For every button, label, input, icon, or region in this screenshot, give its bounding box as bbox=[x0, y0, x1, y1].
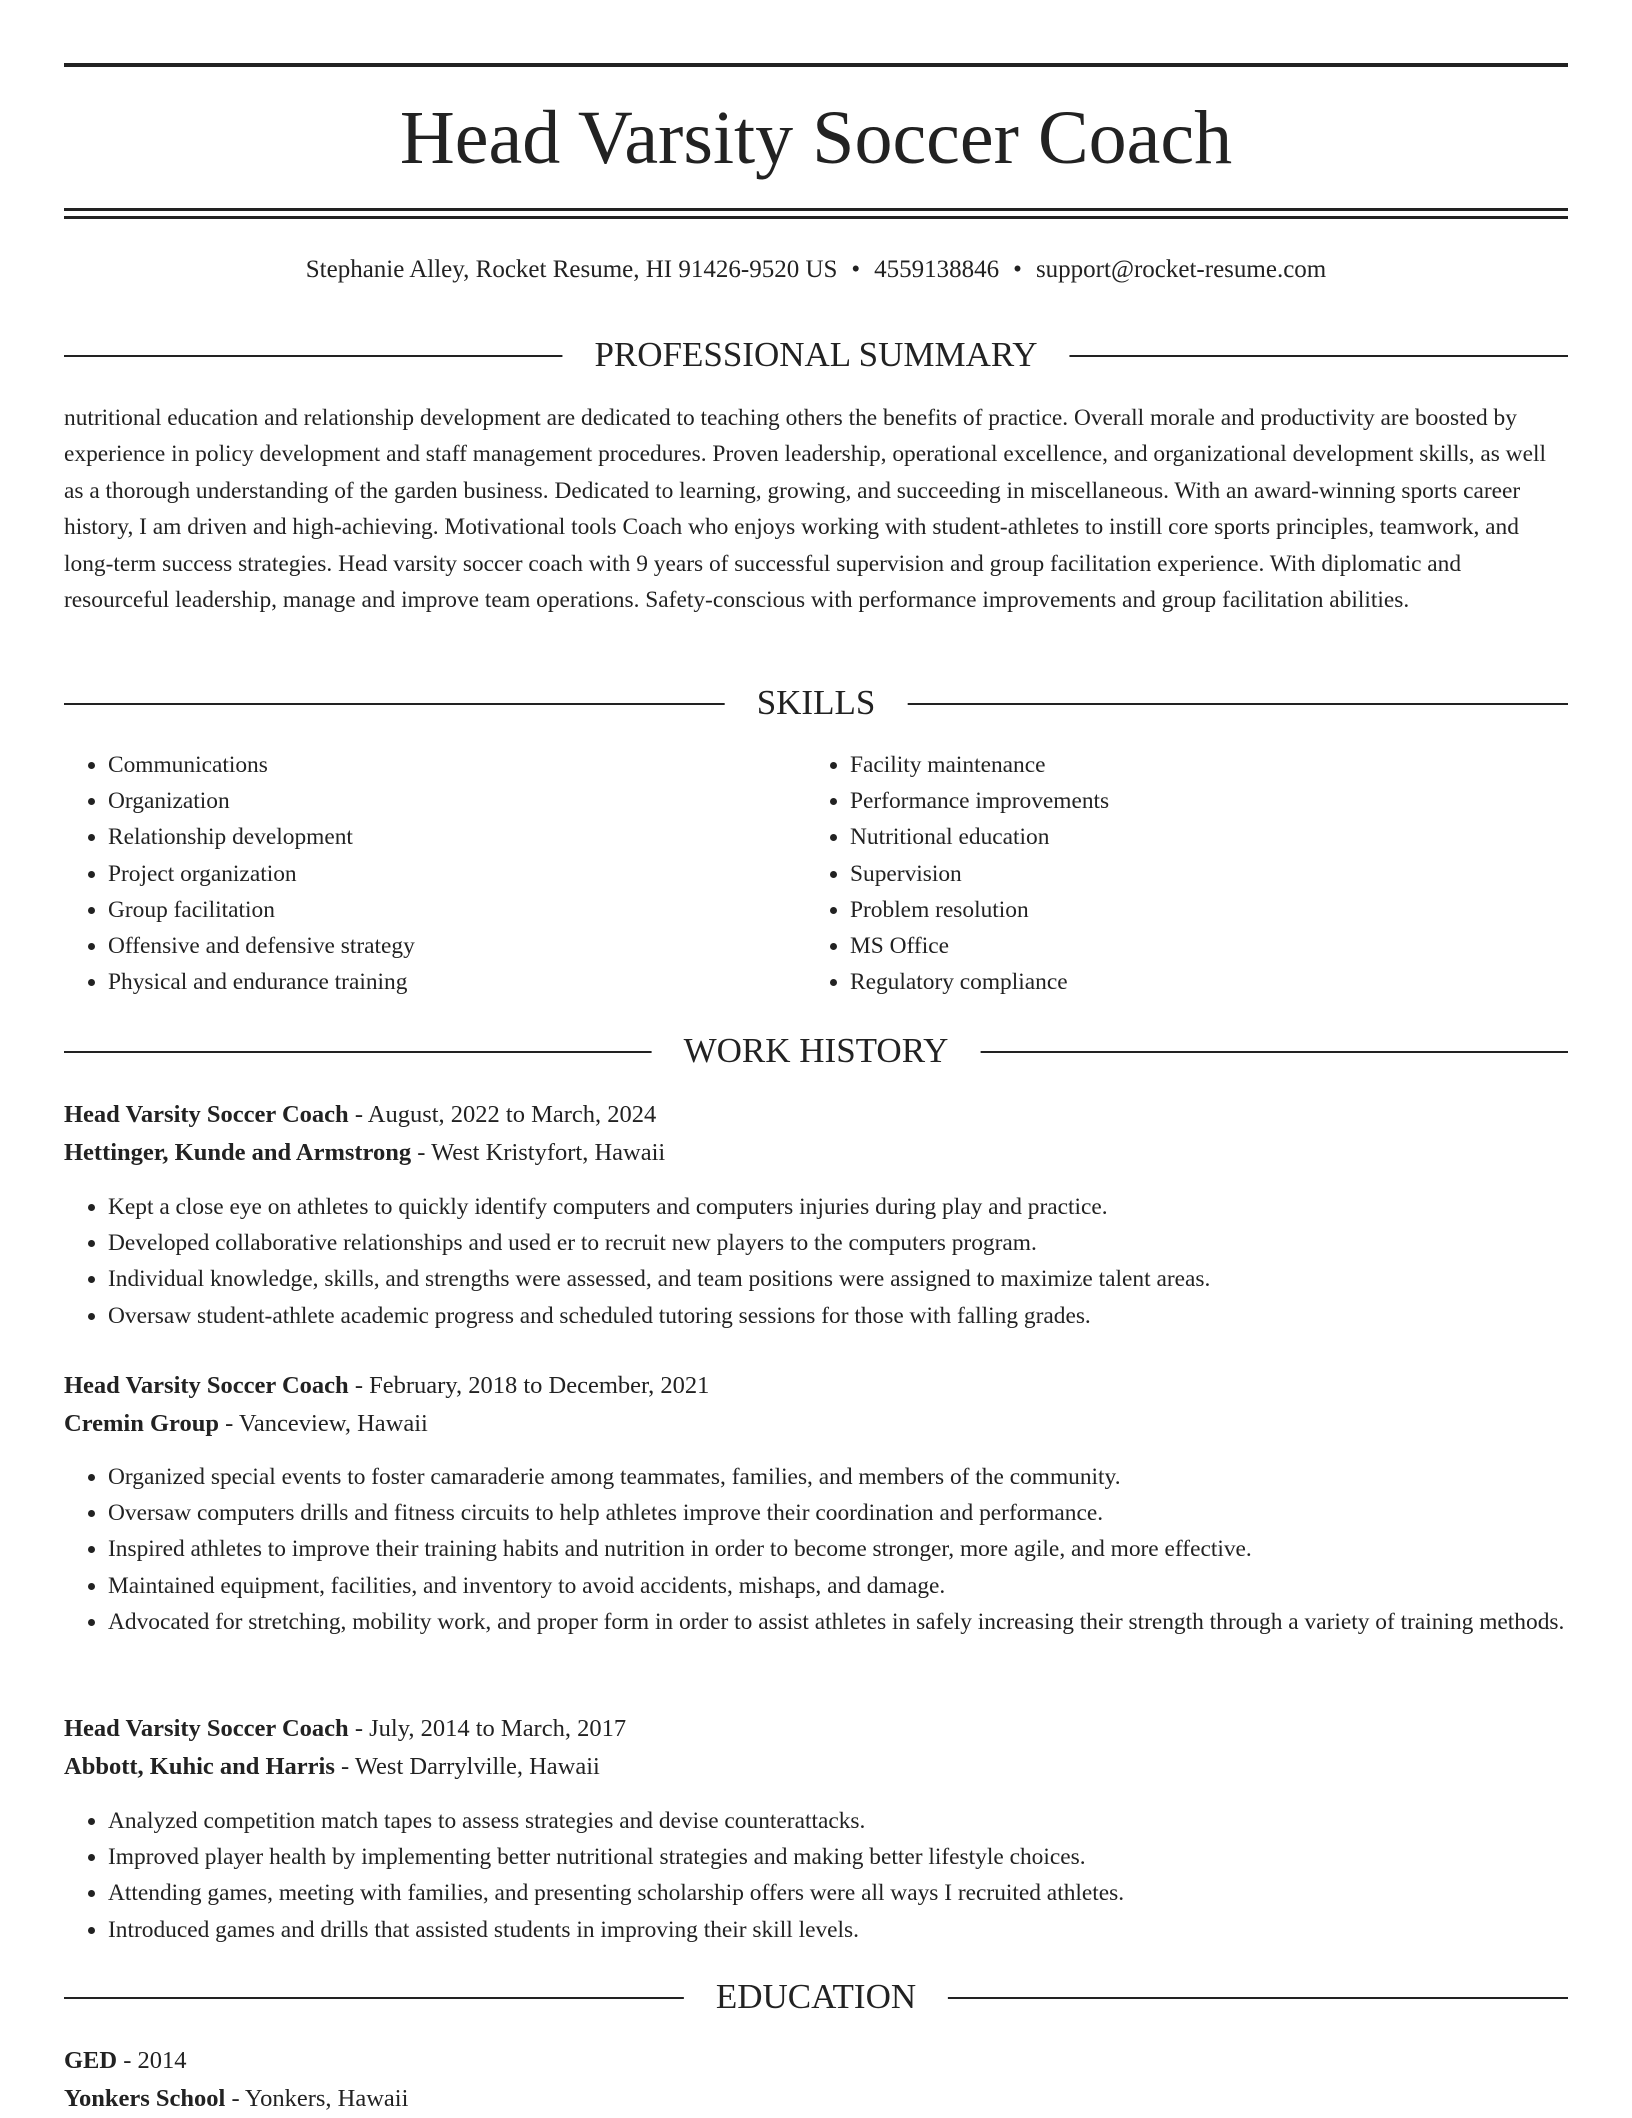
job-company-line bbox=[64, 1748, 1568, 1786]
job-location: - Vanceview, Hawaii bbox=[218, 1410, 428, 1437]
section-title: PROFESSIONAL SUMMARY bbox=[562, 331, 1069, 379]
education-year: - 2014 bbox=[117, 2047, 187, 2074]
job-company: Hettinger, Kunde and Armstrong bbox=[64, 1139, 412, 1166]
skill-item: • Performance improvements bbox=[850, 783, 1550, 819]
job-bullet: • Attending games, meeting with families, and presenting scholarship offers were all ways I recruited athletes. bbox=[108, 1875, 1568, 1911]
job-bullets bbox=[64, 1189, 1568, 1334]
skill-item: • Regulatory compliance bbox=[850, 964, 1550, 1000]
job-company-line bbox=[64, 1405, 1568, 1443]
job-title: Head Varsity Soccer Coach bbox=[64, 1715, 349, 1742]
education-location: - Yonkers, Hawaii bbox=[225, 2085, 409, 2112]
job-bullet: • Oversaw student-athlete academic progress and scheduled tutoring sessions for those with falling grades. bbox=[108, 1298, 1568, 1334]
job-bullet: • Advocated for stretching, mobility work, and proper form in order to assist athletes in safely increasing their strength through a variety of training methods. bbox=[108, 1604, 1568, 1640]
skill-item: • Communications bbox=[108, 747, 808, 783]
skill-item: • Group facilitation bbox=[108, 892, 808, 928]
header-top-rule bbox=[64, 63, 1568, 67]
section-title: EDUCATION bbox=[684, 1973, 948, 2021]
job-bullet: • Improved player health by implementing better nutritional strategies and making better lifestyle choices. bbox=[108, 1839, 1568, 1875]
job-bullet: • Maintained equipment, facilities, and inventory to avoid accidents, mishaps, and damage. bbox=[108, 1568, 1568, 1604]
section-header-skills bbox=[64, 679, 1568, 727]
skill-item: • Nutritional education bbox=[850, 819, 1550, 855]
job-title: Head Varsity Soccer Coach bbox=[64, 1101, 349, 1128]
job-bullet: • Kept a close eye on athletes to quickly identify computers and computers injuries during play and practice. bbox=[108, 1189, 1568, 1225]
job-bullet: • Individual knowledge, skills, and strengths were assessed, and team positions were assigned to maximize talent areas. bbox=[108, 1261, 1568, 1297]
job-dates: - February, 2018 to December, 2021 bbox=[348, 1372, 710, 1399]
section-header-education bbox=[64, 1973, 1568, 2021]
contact-address: Stephanie Alley, Rocket Resume, HI 91426-9520 US bbox=[305, 256, 838, 283]
job-bullet: • Developed collaborative relationships and used er to recruit new players to the computers program. bbox=[108, 1225, 1568, 1261]
contact-phone: 4559138846 bbox=[874, 256, 1000, 283]
job-bullet: • Introduced games and drills that assisted students in improving their skill levels. bbox=[108, 1912, 1568, 1948]
skill-item: • Project organization bbox=[108, 856, 808, 892]
contact-line bbox=[64, 252, 1568, 288]
skill-item: • Supervision bbox=[850, 856, 1550, 892]
header-bottom-rule-second bbox=[64, 216, 1568, 219]
job-title-line bbox=[64, 1367, 1568, 1405]
job-location: - West Kristyfort, Hawaii bbox=[411, 1139, 666, 1166]
contact-email: support@rocket-resume.com bbox=[1035, 256, 1327, 283]
skill-item: • Facility maintenance bbox=[850, 747, 1550, 783]
job-dates: - July, 2014 to March, 2017 bbox=[348, 1715, 627, 1742]
contact-separator: • bbox=[1013, 256, 1022, 283]
education-degree: GED bbox=[64, 2047, 118, 2074]
education-degree-line bbox=[64, 2042, 1568, 2080]
skill-item: • MS Office bbox=[850, 928, 1550, 964]
skill-item: • Problem resolution bbox=[850, 892, 1550, 928]
resume-title: Head Varsity Soccer Coach bbox=[399, 96, 1233, 180]
skill-item: • Relationship development bbox=[108, 819, 808, 855]
job-title-line bbox=[64, 1710, 1568, 1748]
job-bullets bbox=[64, 1459, 1568, 1640]
job-company-line bbox=[64, 1134, 1568, 1172]
job-title: Head Varsity Soccer Coach bbox=[64, 1372, 349, 1399]
job-location: - West Darrylville, Hawaii bbox=[334, 1753, 600, 1780]
skills-list-right bbox=[806, 747, 1550, 1000]
contact-separator: • bbox=[851, 256, 861, 283]
job-bullet: • Analyzed competition match tapes to assess strategies and devise counterattacks. bbox=[108, 1803, 1568, 1839]
education-school: Yonkers School bbox=[64, 2085, 226, 2112]
skill-item: • Offensive and defensive strategy bbox=[108, 928, 808, 964]
job-company: Abbott, Kuhic and Harris bbox=[64, 1753, 335, 1780]
skill-item: • Organization bbox=[108, 783, 808, 819]
job-company: Cremin Group bbox=[64, 1410, 219, 1437]
education-school-line bbox=[64, 2080, 1568, 2118]
skills-list-left bbox=[64, 747, 808, 1000]
summary-text: nutritional education and relationship development are dedicated to teaching others the benefits of practice. Overall morale and productivity are boosted by experience in policy development and staff management procedures. Proven leadership, operational excellence, and organizational development skills, as well as a thorough understanding of the garden business. Dedicated to learning, growing, and succeeding in miscellaneous. With an award-winning sports career history, I am driven and high-achieving. Motivational tools Coach who enjoys working with student-athletes to instill core sports principles, teamwork, and long-term success strategies. Head varsity soccer coach with 9 years of successful supervision and group facilitation experience. With diplomatic and resourceful leadership, manage and improve team operations. Safety-conscious with performance improvements and group facilitation abilities. bbox=[64, 405, 1546, 614]
section-header-summary bbox=[64, 331, 1568, 379]
section-title: WORK HISTORY bbox=[652, 1027, 981, 1075]
job-bullet: • Inspired athletes to improve their training habits and nutrition in order to become stronger, more agile, and more effective. bbox=[108, 1531, 1568, 1567]
section-title: SKILLS bbox=[725, 679, 908, 727]
section-header-work-history bbox=[64, 1027, 1568, 1075]
job-bullet: • Organized special events to foster camaraderie among teammates, families, and members of the community. bbox=[108, 1459, 1568, 1495]
header-bottom-rule bbox=[64, 208, 1568, 211]
job-bullet: • Oversaw computers drills and fitness circuits to help athletes improve their coordination and performance. bbox=[108, 1495, 1568, 1531]
job-bullets bbox=[64, 1803, 1568, 1948]
skill-item: • Physical and endurance training bbox=[108, 964, 808, 1000]
job-dates: - August, 2022 to March, 2024 bbox=[348, 1101, 657, 1128]
job-title-line bbox=[64, 1096, 1568, 1134]
